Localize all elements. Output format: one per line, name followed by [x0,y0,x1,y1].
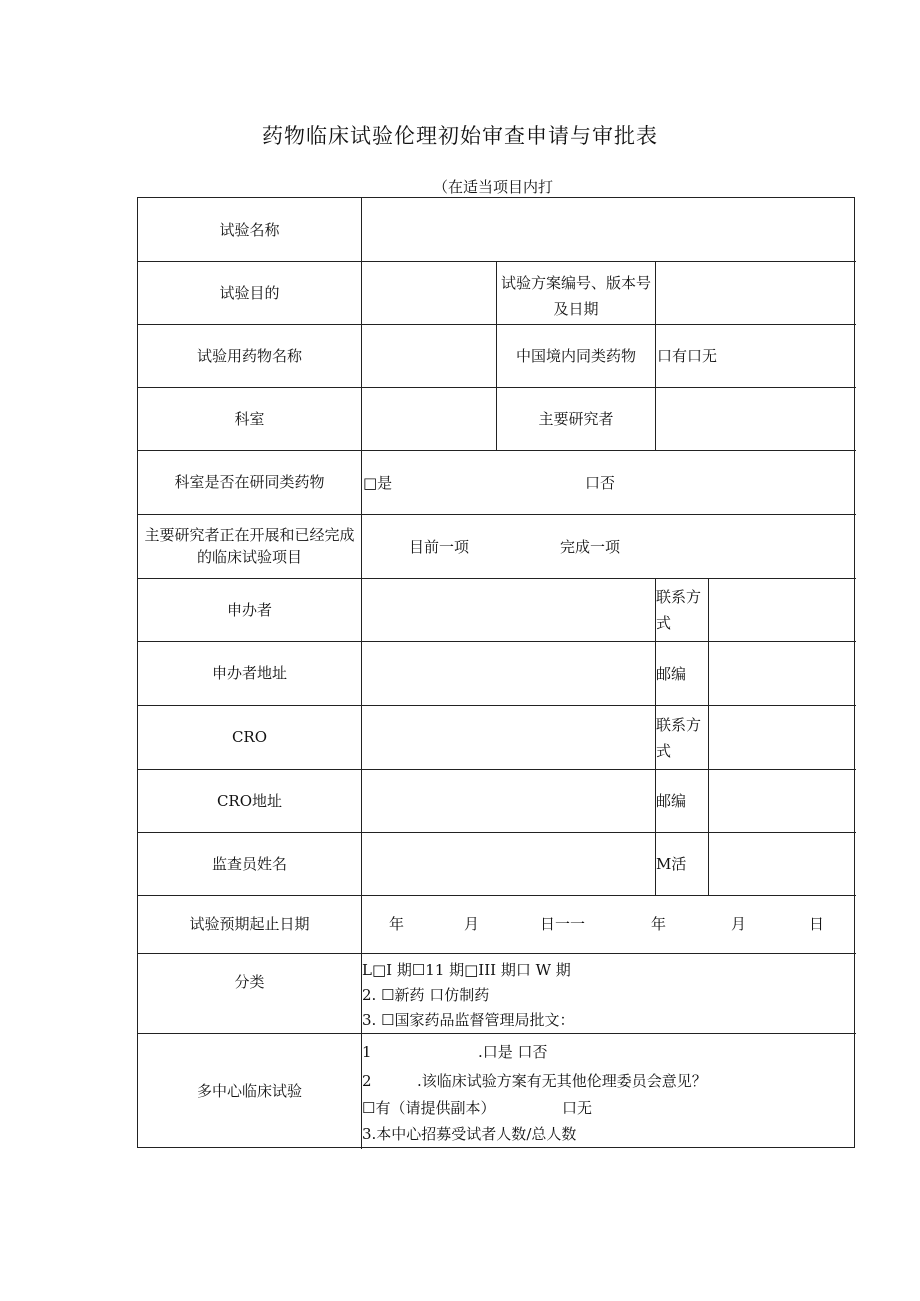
other-ethics-opinion-question: .该临床试验方案有无其他伦理委员会意见？ [417,1072,707,1090]
sponsor-contact-label: 联系方式 [656,588,702,632]
multicenter-yes-no[interactable]: .口是 口否 [478,1043,548,1061]
sponsor-address-field[interactable] [362,642,655,705]
monitor-phone-field[interactable] [709,833,855,895]
monitor-phone-label: M活 [656,855,687,873]
principal-investigator-field[interactable] [656,388,855,450]
trial-name-label: 试验名称 [219,220,280,239]
category-label: 分类 [234,973,265,991]
application-form-table [137,197,855,1148]
monitor-name-label: 监查员姓名 [211,854,287,873]
nmpa-approval-option[interactable]: 3. ☐国家药品监督管理局批文： [362,1011,575,1029]
trial-name-field[interactable] [362,198,855,261]
protocol-number-label: 试验方案编号、版本号及日期 [500,274,651,318]
trial-phase-options[interactable]: L□I 期☐11 期□III 期口 W 期 [362,961,571,979]
sponsor-postcode-label: 邮编 [656,665,687,683]
cro-contact-field[interactable] [709,706,855,769]
protocol-number-field[interactable] [656,262,855,324]
cro-address-label: CRO地址 [216,791,283,810]
sponsor-field[interactable] [362,579,655,641]
cro-address-field[interactable] [362,770,655,832]
monitor-name-field[interactable] [362,833,655,895]
similar-drug-label: 中国境内同类药物 [515,346,636,365]
department-label: 科室 [234,409,265,428]
current-trials-count[interactable]: 目前一项 [409,538,470,556]
cro-postcode-label: 邮编 [656,792,687,810]
sponsor-postcode-field[interactable] [709,642,855,705]
pi-trials-label: 主要研究者正在开展和已经完成的临床试验项目 [144,526,355,566]
trial-purpose-field[interactable] [362,262,496,324]
drug-name-field[interactable] [362,325,496,387]
trial-period-label: 试验预期起止日期 [189,915,310,933]
end-month[interactable]: 月 [731,915,747,933]
department-field[interactable] [362,388,496,450]
multicenter-q1-number: 1 [362,1043,372,1061]
instruction-note: （在适当项目内打 [433,178,554,196]
drug-name-label: 试验用药物名称 [196,346,302,365]
drug-type-options[interactable]: 2. ☐新药 口仿制药 [362,986,490,1004]
dept-similar-drug-label: 科室是否在研同类药物 [174,473,325,491]
other-opinion-no[interactable]: 口无 [562,1099,593,1117]
cro-label: CRO [231,728,268,746]
start-day[interactable]: 日一一 [540,915,586,933]
cro-field[interactable] [362,706,655,769]
principal-investigator-label: 主要研究者 [538,409,614,428]
completed-trials-count[interactable]: 完成一项 [560,538,621,556]
dept-similar-yes-checkbox[interactable]: □是 [363,474,393,492]
similar-drug-options[interactable]: 口有口无 [657,347,718,365]
subject-count-label: 3.本中心招募受试者人数/总人数 [362,1125,577,1143]
end-year[interactable]: 年 [651,915,667,933]
sponsor-contact-field[interactable] [709,579,855,641]
end-day[interactable]: 日 [809,915,825,933]
cro-postcode-field[interactable] [709,770,855,832]
other-opinion-yes[interactable]: ☐有（请提供副本） [362,1099,496,1117]
start-year[interactable]: 年 [389,915,405,933]
start-month[interactable]: 月 [464,915,480,933]
cro-contact-label: 联系方式 [656,716,702,760]
sponsor-address-label: 申办者地址 [211,664,287,682]
multicenter-q2-number: 2 [362,1072,372,1090]
trial-purpose-label: 试验目的 [219,283,280,302]
sponsor-label: 申办者 [226,600,272,619]
dept-similar-no-checkbox[interactable]: 口否 [585,474,616,492]
form-title: 药物临床试验伦理初始审查申请与审批表 [262,124,658,148]
multicenter-label: 多中心临床试验 [196,1081,302,1100]
